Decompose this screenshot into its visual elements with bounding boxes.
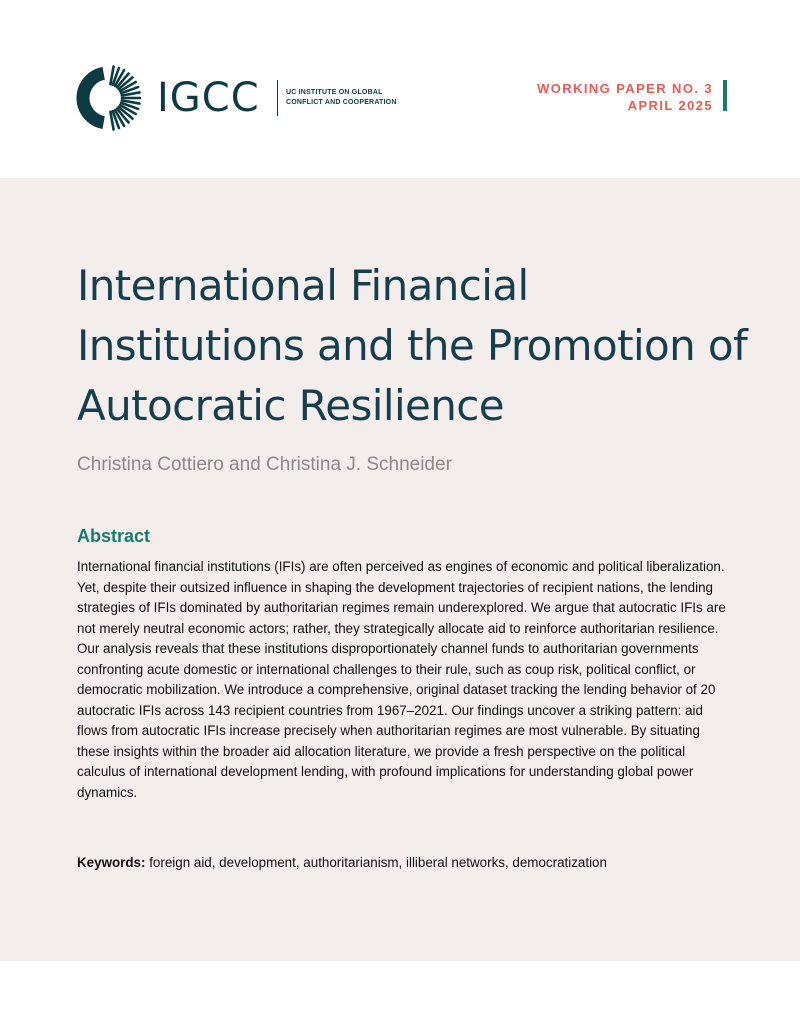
logo-subtitle-line-2: CONFLICT AND COOPERATION [286, 99, 397, 106]
publication-date: APRIL 2025 [627, 98, 713, 113]
working-paper-number: WORKING PAPER NO. 3 [537, 81, 713, 96]
logo-arc [83, 73, 104, 122]
logo-subtitle-line-1: UC INSTITUTE ON GLOBAL [286, 89, 383, 96]
logo-subtitle [286, 88, 397, 108]
working-paper-info [537, 80, 713, 114]
keywords-label: Keywords: [77, 855, 146, 870]
logo-acronym: IGCC [157, 75, 260, 121]
abstract-heading: Abstract [77, 526, 151, 546]
paper-authors: Christina Cottiero and Christina J. Schneider [77, 454, 452, 475]
keywords [77, 853, 727, 873]
keywords-list: foreign aid, development, authoritarianism, illiberal networks, democratization [149, 855, 607, 870]
igcc-logo-icon [75, 65, 141, 131]
page-header [0, 0, 800, 178]
accent-bar [723, 80, 727, 111]
abstract-text: International financial institutions (IFIs) are often perceived as engines of economic and political liberalization. Yet, despite their outsized influence in shaping the development trajectories of recipient nations, the lending strategies of IFIs dominated by authoritarian regimes remain underexplored. We argue that autocratic IFIs are not merely neutral economic actors; rather, they strategically allocate aid to reinforce authoritarian resilience. Our analysis reveals that these institutions disproportionately channel funds to authoritarian governments confronting acute domestic or international challenges to their rule, such as coup risk, political conflict, or democratic mobilization. We introduce a comprehensive, original dataset tracking the lending behavior of 20 autocratic IFIs across 143 recipient countries from 1967–2021. Our findings uncover a striking pattern: aid flows from autocratic IFIs increase precisely when authoritarian regimes are most vulnerable. By situating these insights within the broader aid allocation literature, we provide a fresh perspective on the political calculus of international development lending, with profound implications for understanding global power dynamics. [77, 559, 726, 800]
paper-title: International Financial Institutions and the Promotion of Autocratic Resilience [77, 261, 748, 430]
logo-divider [277, 80, 278, 116]
